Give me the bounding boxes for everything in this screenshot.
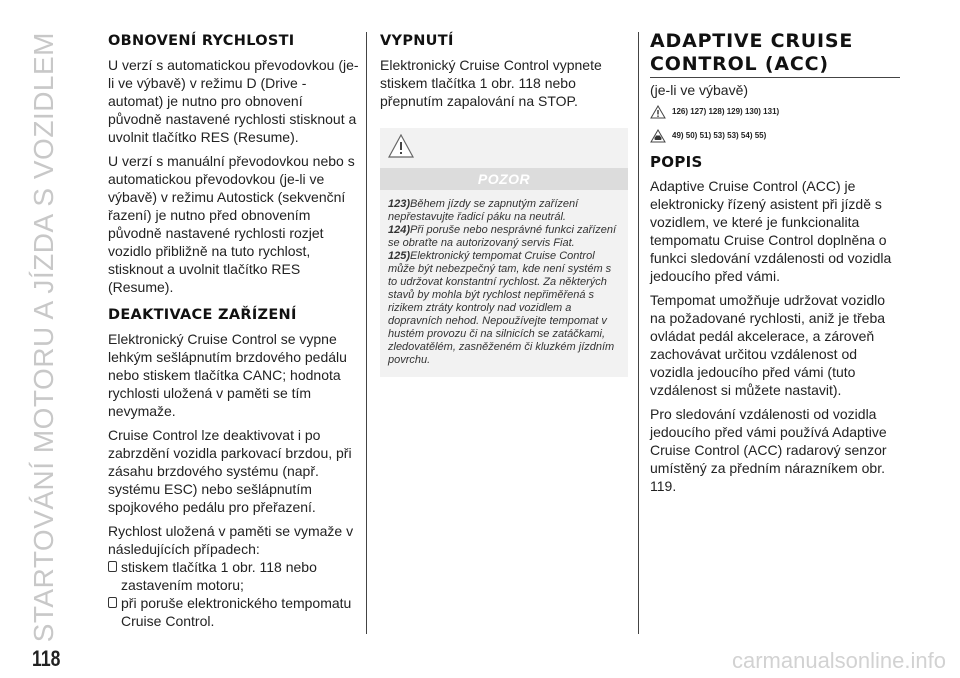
warning-references: 126) 127) 128) 129) 130) 131) bbox=[650, 103, 900, 121]
column-2 bbox=[380, 28, 628, 377]
warning-box bbox=[380, 128, 628, 377]
warning-header bbox=[380, 128, 628, 168]
warning-title-band bbox=[380, 168, 628, 190]
warning-item: 125)Elektronický tempomat Cruise Control může být nebezpečný tam, kde není systém s to udržovat konstantní rychlost. Za některých stavů by mohla být rychlost nepřiměřená s rizikem ztráty kontroly nad vozidlem a dopravních nehod. Nepoužívejte tempomat v hustém provozu či na silnicích se zatáčkami, zledovatělém, zasněženém či kluzkém jízdním povrchu. bbox=[388, 250, 615, 366]
heading-popis: POPIS bbox=[650, 153, 703, 171]
section-title-line-2: CONTROL (ACC) bbox=[650, 53, 829, 75]
page-number: 118 bbox=[32, 646, 61, 671]
column-1 bbox=[108, 28, 360, 630]
heading-vypnuti: VYPNUTÍ bbox=[380, 33, 454, 49]
warning-item: 124)Při poruše nebo nesprávné funkci zařízení se obraťte na autorizovaný servis Fiat. bbox=[388, 224, 617, 249]
warning-title: POZOR bbox=[477, 171, 531, 187]
paragraph: Adaptive Cruise Control (ACC) je elektronicky řízený asistent při jízdě s vozidlem, ve které je funkcionalita tempomatu Cruise Control doplněna o funkci sledování vzdálenosti od vozidla jedoucího před vámi. bbox=[650, 178, 892, 284]
heading-deaktivace-zarizeni: DEAKTIVACE ZAŘÍZENÍ bbox=[108, 307, 297, 323]
warning-icon bbox=[388, 134, 414, 158]
column-divider-2 bbox=[638, 32, 639, 634]
warning-item: 123)Během jízdy se zapnutým zařízení nepřestavujte řadicí páku na neutrál. bbox=[388, 198, 579, 223]
caution-references: 49) 50) 51) 53) 53) 54) 55) bbox=[650, 127, 900, 145]
title-rule bbox=[650, 77, 900, 78]
warning-body bbox=[380, 190, 628, 377]
paragraph: Cruise Control lze deaktivovat i po zabrzdění vozidla parkovací brzdou, při zásahu brzdového systému (např. systému ESC) nebo sešlápnutím spojkového pedálu pro přeřazení. bbox=[108, 427, 352, 515]
paragraph: Elektronický Cruise Control vypnete stiskem tlačítka 1 obr. 118 nebo přepnutím zapalování na STOP. bbox=[380, 57, 602, 109]
car-caution-icon bbox=[650, 129, 666, 143]
paragraph: Pro sledování vzdálenosti od vozidla jedoucího před vámi používá Adaptive Cruise Control (ACC) radarový senzor umístěný za předním nárazníkem obr. 119. bbox=[650, 406, 887, 494]
paragraph: Tempomat umožňuje udržovat vozidlo na požadované rychlosti, aniž je třeba ovládat pedál akcelerace, a zároveň zachovávat určitou vzdálenost od vozidla jedoucího před vámi (tuto vzdálenost si můžete nastavit). bbox=[650, 292, 886, 398]
warning-icon bbox=[650, 105, 666, 119]
paragraph: Rychlost uložená v paměti se vymaže v následujících případech: bbox=[108, 523, 354, 557]
subtitle: (je-li ve výbavě) bbox=[650, 82, 749, 98]
bullet-icon bbox=[108, 597, 117, 608]
bullet-icon bbox=[108, 561, 117, 572]
paragraph: U verzí s automatickou převodovkou (je-li ve výbavě) v režimu D (Drive - automat) je nutno pro obnovení původně nastavené rychlosti stisknout a uvolnit tlačítko RES (Resume). bbox=[108, 57, 359, 145]
paragraph: Elektronický Cruise Control se vypne lehkým sešlápnutím brzdového pedálu nebo stiskem tlačítka CANC; hodnota rychlosti uložená v paměti se tím nevymaže. bbox=[108, 331, 347, 419]
watermark: carmanualsonline.info bbox=[731, 648, 946, 673]
section-title-line-1: ADAPTIVE CRUISE bbox=[650, 30, 854, 52]
list-item: stiskem tlačítka 1 obr. 118 nebo zastavením motoru; bbox=[108, 558, 360, 594]
chapter-title-vertical: STARTOVÁNÍ MOTORU A JÍZDA S VOZIDLEM bbox=[28, 32, 59, 643]
heading-obnoveni-rychlosti: OBNOVENÍ RYCHLOSTI bbox=[108, 33, 295, 49]
column-3 bbox=[650, 28, 900, 501]
list-item: při poruše elektronického tempomatu Cruise Control. bbox=[108, 594, 360, 630]
paragraph: U verzí s manuální převodovkou nebo s automatickou převodovkou (je-li ve výbavě) v režimu Autostick (sekvenční řazení) je nutno před obnovením původně nastavené rychlosti rozjet vozidlo přibližně na tuto rychlost, stisknout a uvolnit tlačítko RES (Resume). bbox=[108, 153, 355, 295]
column-divider-1 bbox=[366, 32, 367, 634]
